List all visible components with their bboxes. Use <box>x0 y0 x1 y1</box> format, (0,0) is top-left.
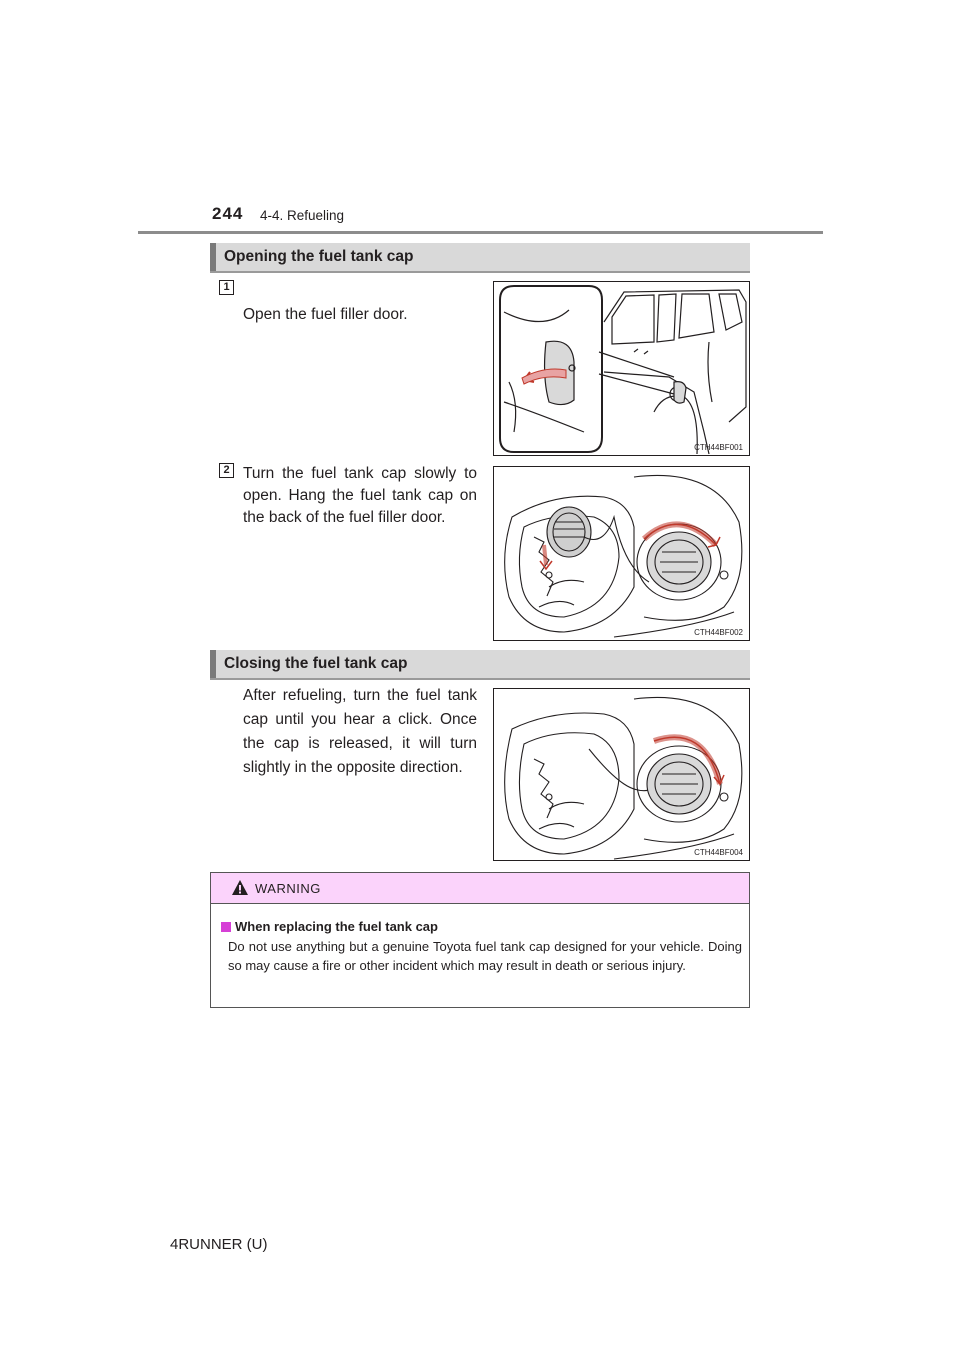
figure-close-cap <box>493 688 750 861</box>
step-2-badge: 2 <box>219 463 234 478</box>
header-rule <box>138 231 823 234</box>
warning-subtitle-row <box>221 919 438 934</box>
close-cap-illustration <box>494 689 750 861</box>
figure-fuel-door <box>493 281 750 456</box>
warning-bullet-icon <box>221 922 231 932</box>
opening-heading-rule <box>210 271 750 273</box>
warning-icon <box>231 879 249 896</box>
step-1-text: Open the fuel filler door. <box>243 306 408 323</box>
warning-body: Do not use anything but a genuine Toyota fuel tank cap designed for your vehicle. Doing so may cause a fire or other incident which may result in death or serious injury. <box>228 939 742 973</box>
warning-header <box>211 873 749 904</box>
footer-model: 4RUNNER (U) <box>170 1236 268 1253</box>
closing-heading-rule <box>210 678 750 680</box>
figure-open-cap <box>493 466 750 641</box>
warning-title: WARNING <box>255 881 321 896</box>
page-number: 244 <box>212 204 244 223</box>
section-title: 4-4. Refueling <box>260 208 345 223</box>
step-2-text: Turn the fuel tank cap slowly to open. Hang the fuel tank cap on the back of the fuel filler door. <box>243 465 477 526</box>
warning-box <box>210 872 750 1008</box>
open-cap-illustration <box>494 467 750 641</box>
step-1-badge: 1 <box>219 280 234 295</box>
fuel-door-illustration <box>494 282 750 456</box>
figure-code: CTH44BF004 <box>694 848 743 857</box>
closing-text: After refueling, turn the fuel tank cap until you hear a click. Once the cap is released, it will turn slightly in the opposite direction. <box>243 687 477 776</box>
warning-subtitle: When replacing the fuel tank cap <box>235 919 438 934</box>
opening-heading: Opening the fuel tank cap <box>210 243 750 271</box>
figure-code: CTH44BF001 <box>694 443 743 452</box>
closing-heading: Closing the fuel tank cap <box>210 650 750 678</box>
figure-code: CTH44BF002 <box>694 628 743 637</box>
